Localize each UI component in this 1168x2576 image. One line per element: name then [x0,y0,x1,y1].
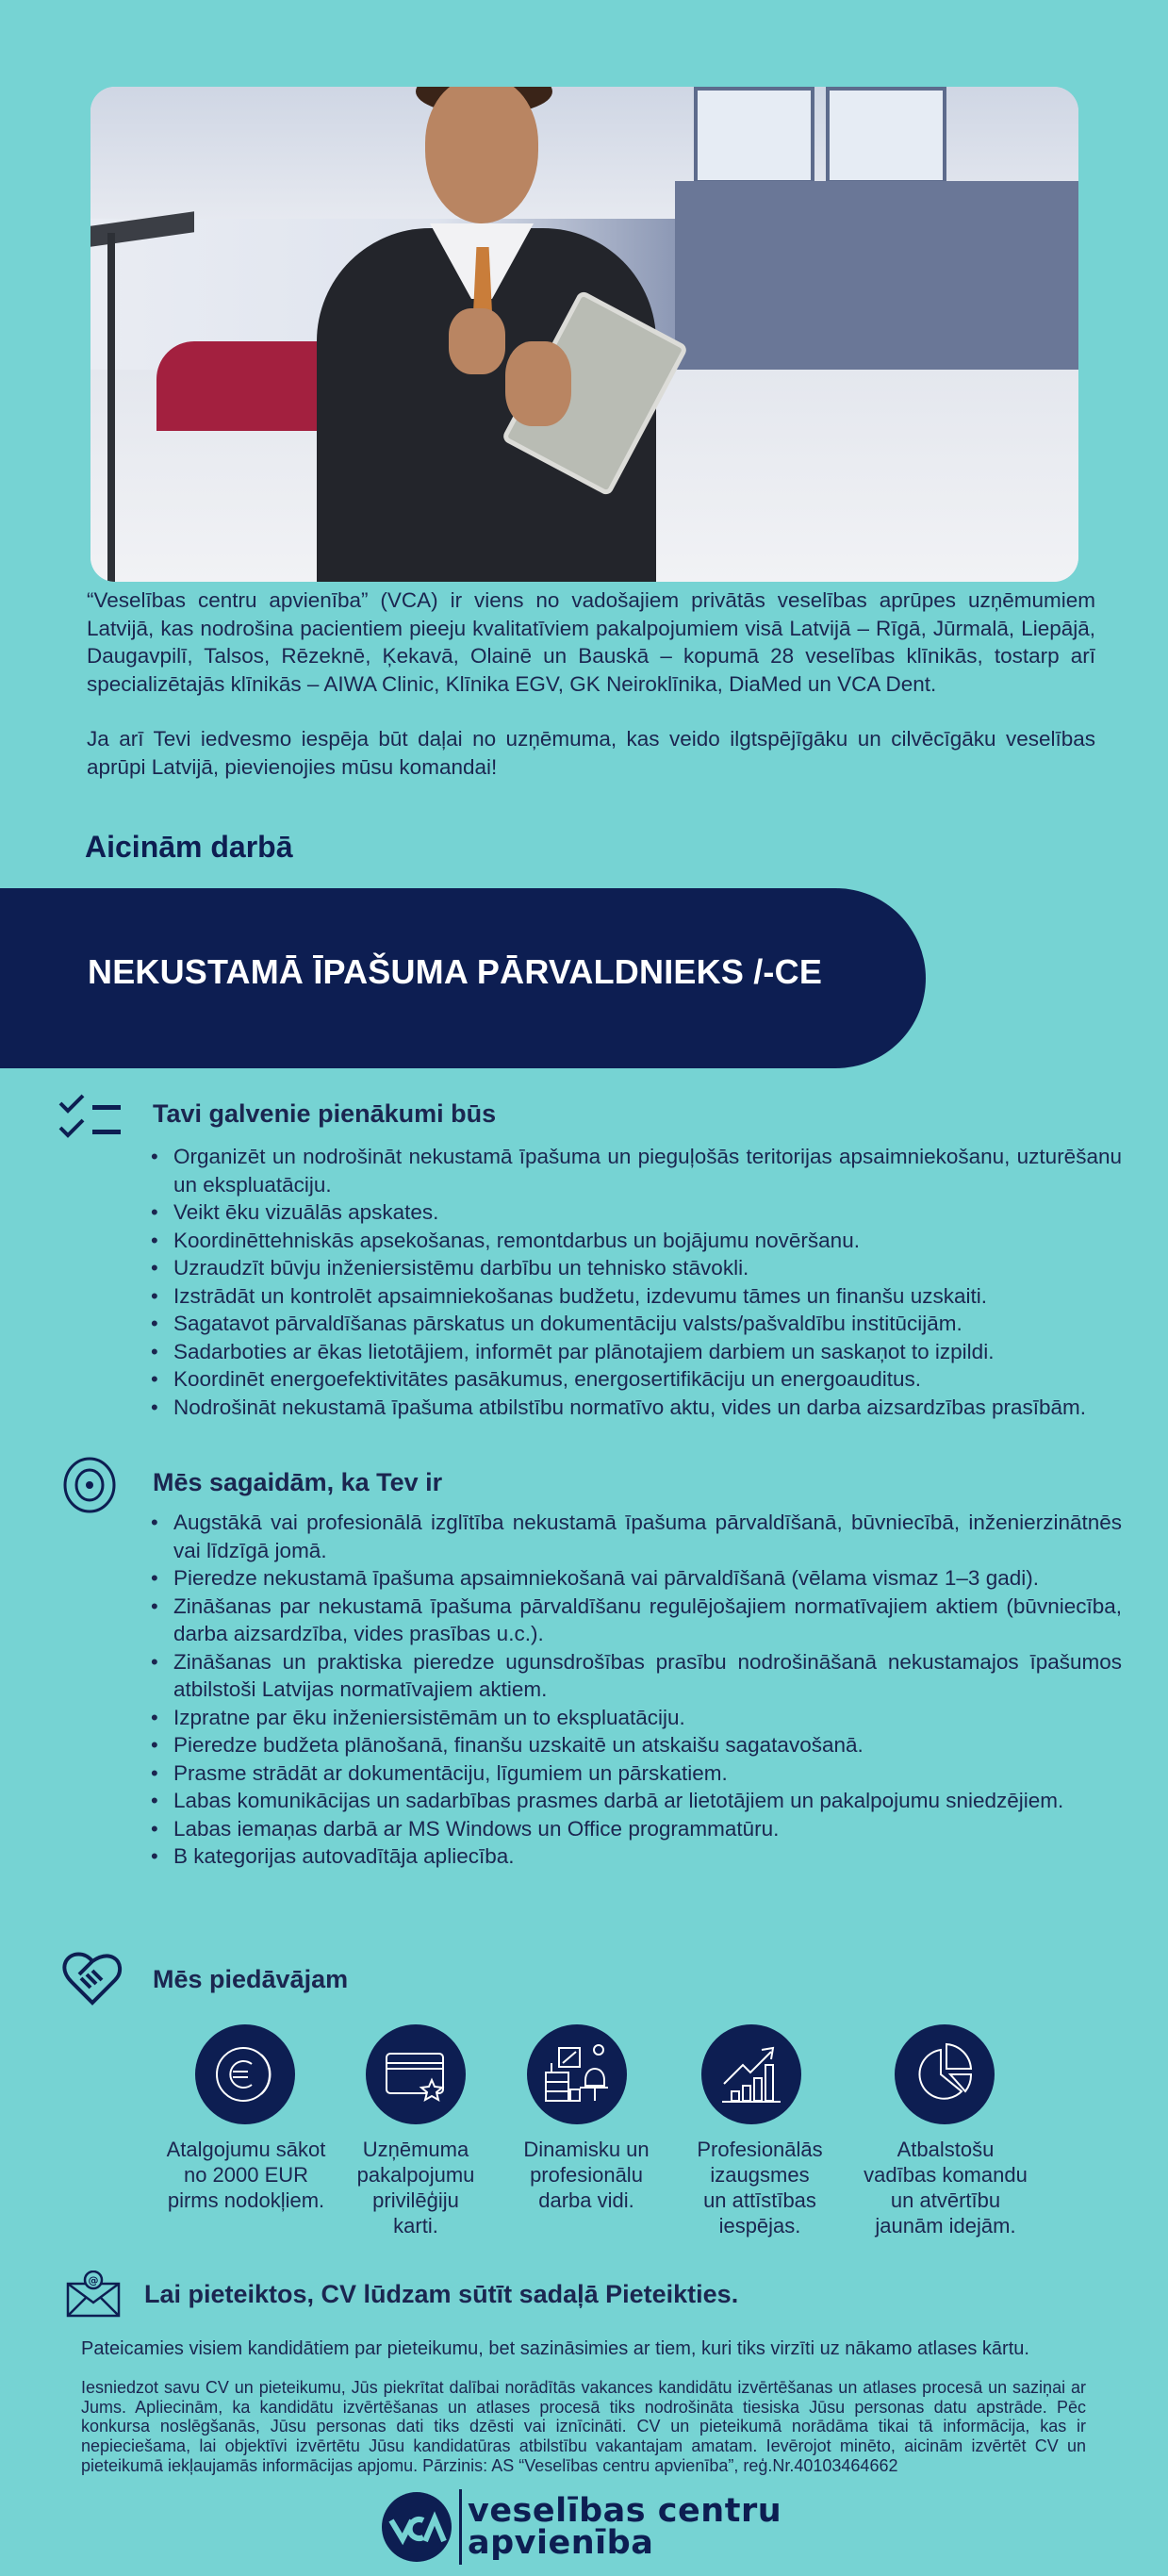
offer-line: un attīstības [703,2188,816,2212]
offer-line: Dinamisku un [523,2138,650,2161]
vca-logo-mark [382,2492,452,2562]
list-item: • Prasme strādāt ar dokumentāciju, līgumiem un pārskatiem. [173,1759,1122,1788]
list-item: • Augstākā vai profesionālā izglītība nekustamā īpašuma pārvaldīšanā, būvniecībā, inženierzinātnēs vai līdzīgā jomā. [173,1509,1122,1564]
offer-line: profesionālu [530,2163,643,2187]
duties-list [173,1143,1122,1421]
email-icon [66,2271,121,2318]
hero-image [90,87,1078,582]
intro-text [87,586,1095,808]
offer-line: vadības komandu [864,2163,1028,2187]
offer-item [670,2137,849,2238]
duties-title: Tavi galvenie pienākumi būs [153,1099,497,1128]
legal-text: Iesniedzot savu CV un pieteikumu, Jūs piekrītat dalībai norādītās vakances kandidātu izvērtēšanas un atlases procesā un saziņai ar Jums. Apliecinām, ka kandidātu izvērtēšanas un atlases procesā tiks nodrošināta tiesiska Jūsu personas datu apstrāde. Pēc konkursa noslēgšanās, Jūsu personas dati tiks dzēsti vai iznīcināti. CV un pieteikumā norādāma tikai tā informācija, kas ir nepieciešama, lai objektīvi izvērtētu Jūsu kandidatūras atbilstību vakantajam amatam. Ievērojot minēto, aicinām izvērtēt CV un pieteikumā iekļaujamās informācijas apjomu. Pārzinis: AS “Veselības centru apvienība”, reģ.Nr.40103464662 [81,2378,1086,2475]
offer-line: Atbalstošu [897,2138,995,2161]
list-item: • Izstrādāt un kontrolēt apsaimniekošanas budžetu, izdevumu tāmes un finanšu uzskaiti. [173,1282,1122,1311]
hero-person-hand [505,341,571,426]
list-item: • Labas komunikācijas un sadarbības prasmes darbā ar lietotājiem un pakalpojumu sniedzējiem. [173,1787,1122,1815]
hero-person-hand [449,308,505,374]
list-item: • Sagatavot pārvaldīšanas pārskatus un dokumentāciju valsts/pašvaldību institūcijām. [173,1310,1122,1338]
offer-item [326,2137,505,2238]
offer-title: Mēs piedāvājam [153,1965,349,1993]
intro-paragraph: “Veselības centru apvienība” (VCA) ir viens no vadošajiem privātās veselības aprūpes uzņēmumiem Latvijā, kas nodrošina pacientiem pieeju kvalitatīviem pakalpojumiem visā Latvijā – Rīgā, Jūrmalā, Liepājā, Daugavpilī, Talsos, Rēzeknē, Ķekavā, Olainē un Bauskā – kopumā 28 veselības klīnikās, tostarp arī specializētajās klīnikās – AIWA Clinic, Klīnika EGV, GK Neiroklīnika, DiaMed un VCA Dent. [87,588,1095,696]
logo-line: apvienība [468,2524,654,2562]
offer-line: no 2000 EUR [183,2163,309,2187]
growth-chart-icon [701,2024,801,2124]
job-title: NEKUSTAMĀ ĪPAŠUMA PĀRVALDNIEKS /-CE [88,952,823,991]
apply-title: Lai pieteiktos, CV lūdzam sūtīt sadaļā Pieteikties. [144,2280,739,2308]
offer-line: izaugsmes [710,2163,810,2187]
intro-paragraph: Ja arī Tevi iedvesmo iespēja būt daļai no uzņēmuma, kas veido ilgtspējīgāku un cilvēcīgāku veselības aprūpi Latvijā, pievienojies mūsu komandai! [87,727,1095,779]
offer-line: jaunām idejām. [875,2214,1016,2237]
list-item: • Koordinēttehniskās apsekošanas, remontdarbus un bojājumu novēršanu. [173,1227,1122,1255]
offer-line: iespējas. [718,2214,801,2237]
requirements-title: Mēs sagaidām, ka Tev ir [153,1468,443,1496]
svg-text:@: @ [88,2274,99,2287]
list-item: • Veikt ēku vizuālās apskates. [173,1198,1122,1227]
workspace-icon [527,2024,627,2124]
list-item: • Uzraudzīt būvju inženiersistēmu darbību un tehnisko stāvokli. [173,1254,1122,1282]
list-item: • Izpratne par ēku inženiersistēmām un to ekspluatāciju. [173,1704,1122,1732]
offer-line: privilēģiju [372,2188,459,2212]
vca-logo [382,2487,781,2567]
checklist-icon [58,1094,123,1147]
hero-facade [675,181,1078,370]
hero-pole [107,233,115,582]
hero-awning [156,341,326,431]
offer-item [497,2137,676,2213]
list-item: • Zināšanas par nekustamā īpašuma pārvaldīšanu regulējošajiem normatīvajiem aktiem (būvniecība, darba aizsardzība, vides prasības u.c.). [173,1593,1122,1648]
list-item: • Sadarboties ar ēkas lietotājiem, informēt par plānotajiem darbiem un saskaņot to izpildi. [173,1338,1122,1366]
offer-line: un atvērtību [890,2188,1001,2212]
offer-line: darba vidi. [538,2188,634,2212]
thanks-text: Pateicamies visiem kandidātiem par pieteikumu, bet sazināsimies ar tiem, kuri tiks virzīti uz nākamo atlases kārtu. [81,2338,1029,2359]
offer-item [856,2137,1035,2238]
pie-chart-icon [895,2024,995,2124]
offer-line: karti. [393,2214,438,2237]
list-item: • Organizēt un nodrošināt nekustamā īpašuma un pieguļošās teritorijas apsaimniekošanu, uzturēšanu un ekspluatāciju. [173,1143,1122,1198]
offer-line: Profesionālās [697,2138,823,2161]
list-item: • Pieredze nekustamā īpašuma apsaimniekošanā vai pārvaldīšanā (vēlama vismaz 1–3 gadi). [173,1564,1122,1593]
invite-label: Aicinām darbā [85,830,293,864]
list-item: • B kategorijas autovadītāja apliecība. [173,1842,1122,1871]
target-icon [62,1457,117,1513]
list-item: • Pieredze budžeta plānošanā, finanšu uzskaitē un atskaišu sagatavošanā. [173,1731,1122,1759]
handshake-icon [60,1950,124,2006]
list-item: • Labas iemaņas darbā ar MS Windows un Office programmatūru. [173,1815,1122,1843]
offer-line: pakalpojumu [356,2163,475,2187]
privilege-card-icon [366,2024,466,2124]
list-item: • Koordinēt energoefektivitātes pasākumus, energosertifikāciju un energoauditus. [173,1365,1122,1394]
vca-logo-text [468,2492,782,2562]
hero-window [826,87,946,184]
euro-coin-icon [195,2024,295,2124]
logo-divider [459,2489,462,2565]
list-item: • Zināšanas un praktiska pieredze ugunsdrošības prasību nodrošināšanā nekustamajos īpašumos atbilstoši Latvijas normatīvajiem aktiem. [173,1648,1122,1704]
list-item: • Nodrošināt nekustamā īpašuma atbilstību normatīvo aktu, vides un darba aizsardzības prasībām. [173,1394,1122,1422]
offer-item [156,2137,336,2213]
requirements-list [173,1509,1122,1871]
hero-window [694,87,814,184]
logo-line: veselības centru [468,2492,782,2530]
offer-line: Atalgojumu sākot [166,2138,326,2161]
offer-line: pirms nodokļiem. [167,2188,325,2212]
offer-line: Uzņēmuma [362,2138,469,2161]
